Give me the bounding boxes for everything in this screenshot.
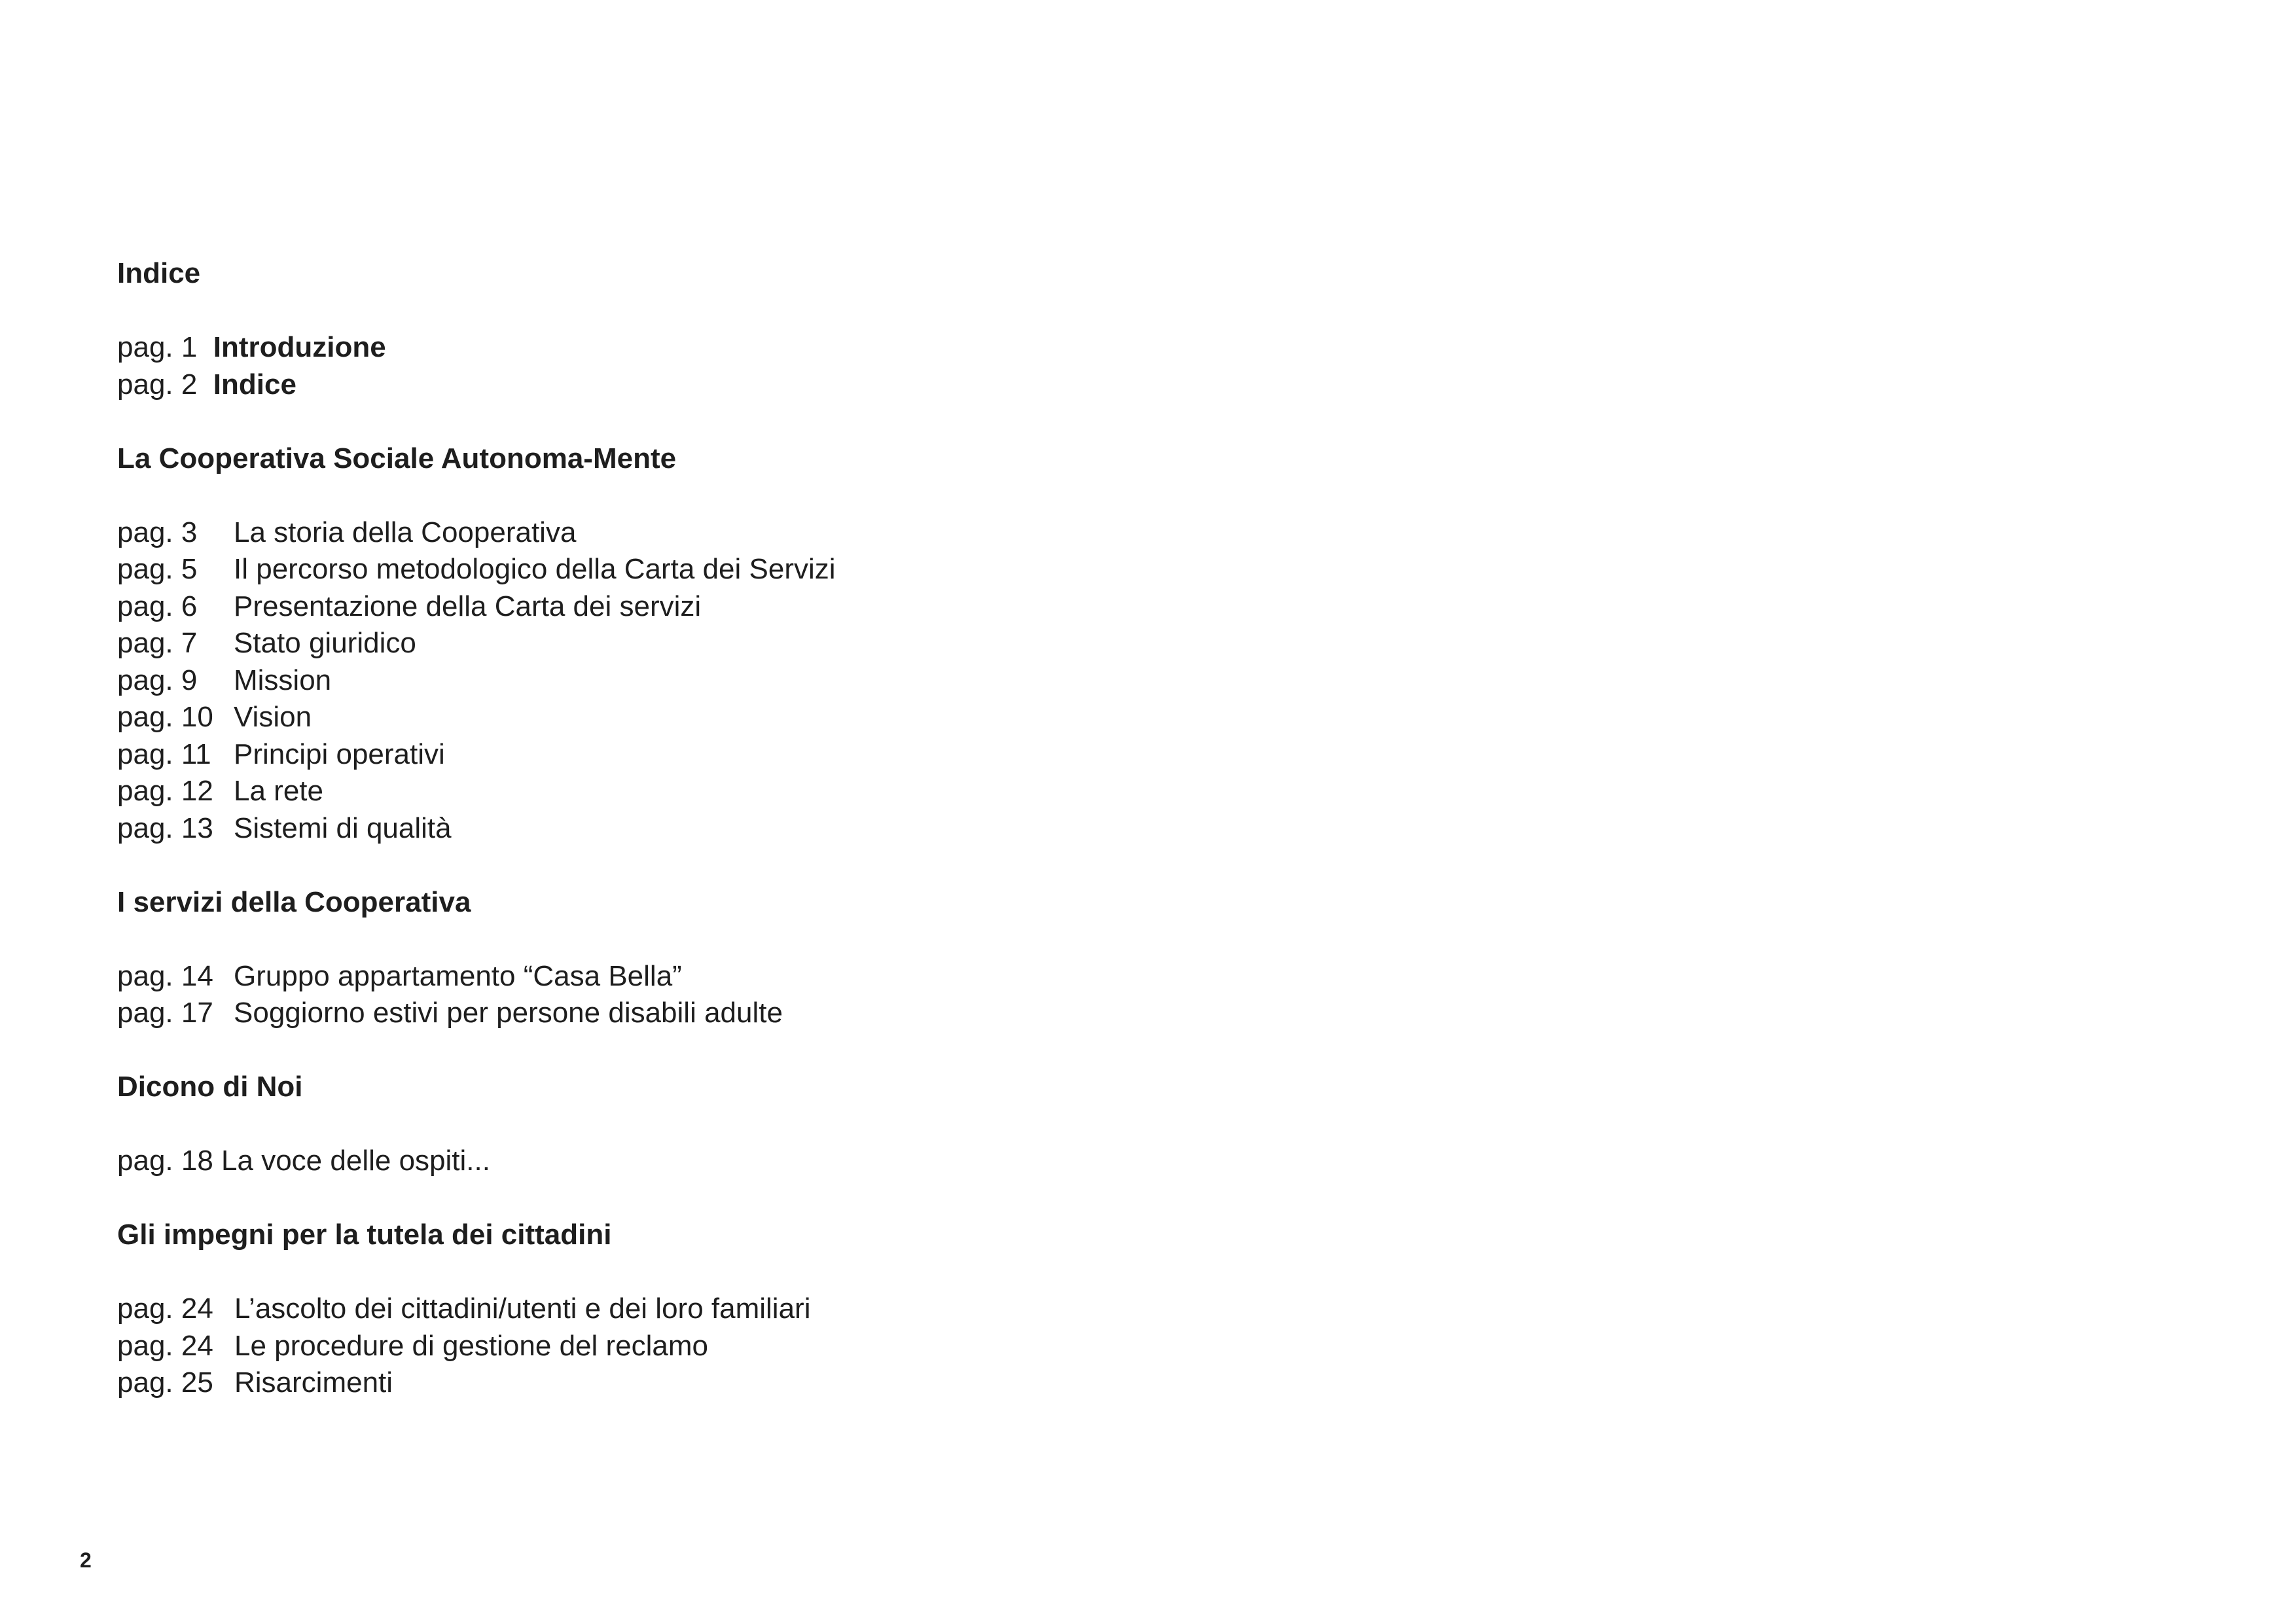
spacer — [117, 847, 1295, 884]
toc-page-ref: pag. 24 — [117, 1329, 213, 1362]
toc-entry-label: Sistemi di qualità — [234, 812, 452, 844]
toc-entry-label: Stato giuridico — [234, 627, 416, 659]
page-title: Indice — [117, 257, 201, 289]
toc-page-ref: pag. 18 — [117, 1145, 213, 1177]
toc-page-ref: pag. 10 — [117, 701, 213, 733]
spacer — [117, 1106, 1295, 1143]
toc-entry — [117, 625, 1295, 662]
toc-entry — [117, 810, 1295, 847]
toc-entry — [117, 551, 1295, 588]
toc-page-ref: pag. 24 — [117, 1293, 213, 1325]
spacer — [117, 921, 1295, 958]
toc-page-ref: pag. 6 — [117, 590, 198, 622]
spacer — [117, 477, 1295, 514]
toc-entry — [117, 995, 1295, 1032]
toc-page-ref: pag. 12 — [117, 775, 213, 807]
toc-entry-label: Il percorso metodologico della Carta dei Servizi — [234, 553, 836, 585]
spacer — [117, 1032, 1295, 1069]
toc-entry — [117, 588, 1295, 626]
toc-entry — [117, 662, 1295, 700]
toc-entry-label: Principi operativi — [234, 738, 445, 770]
toc-entry-label: La voce delle ospiti... — [221, 1145, 490, 1177]
toc-entry-label: La rete — [234, 775, 323, 807]
toc-entry-label: Presentazione della Carta dei servizi — [234, 590, 702, 622]
toc-entry-label: Gruppo appartamento “Casa Bella” — [234, 959, 682, 992]
toc-entry — [117, 1143, 1295, 1180]
toc-entry — [117, 958, 1295, 995]
toc-entry-label: L’ascolto dei cittadini/utenti e dei loro familiari — [234, 1293, 811, 1325]
toc-page-ref: pag. 9 — [117, 664, 198, 696]
toc-page-ref: pag. 1 — [117, 331, 198, 363]
toc-page-ref: pag. 5 — [117, 553, 198, 585]
spacer — [117, 1180, 1295, 1217]
section-heading: Gli impegni per la tutela dei cittadini — [117, 1219, 612, 1251]
spacer — [117, 293, 1295, 330]
toc-entry-label: Vision — [234, 701, 312, 733]
toc-page-ref: pag. 25 — [117, 1366, 213, 1399]
toc-entry — [117, 1291, 1295, 1328]
toc-entry-label: Le procedure di gestione del reclamo — [234, 1329, 709, 1362]
section-heading: La Cooperativa Sociale Autonoma-Mente — [117, 442, 677, 474]
toc-entry — [117, 366, 1295, 404]
toc-entry — [117, 773, 1295, 810]
table-of-contents — [117, 255, 1295, 1402]
toc-page-ref: pag. 3 — [117, 516, 198, 548]
toc-entry-label: Risarcimenti — [234, 1366, 393, 1399]
toc-entry-label: Introduzione — [213, 331, 386, 363]
spacer — [117, 403, 1295, 440]
toc-entry-label: Soggiorno estivi per persone disabili adulte — [234, 997, 783, 1029]
spacer — [117, 1254, 1295, 1291]
page-number: 2 — [80, 1548, 92, 1572]
toc-entry — [117, 1328, 1295, 1365]
section-heading: Dicono di Noi — [117, 1071, 303, 1103]
toc-page-ref: pag. 11 — [117, 738, 211, 770]
toc-page-ref: pag. 7 — [117, 627, 198, 659]
toc-entry — [117, 1364, 1295, 1402]
toc-entry — [117, 699, 1295, 736]
toc-entry — [117, 329, 1295, 366]
toc-page-ref: pag. 2 — [117, 368, 198, 401]
toc-page-ref: pag. 17 — [117, 997, 213, 1029]
toc-entry-label: Mission — [234, 664, 332, 696]
toc-entry — [117, 514, 1295, 552]
section-heading: I servizi della Cooperativa — [117, 885, 471, 918]
toc-entry — [117, 736, 1295, 774]
toc-page-ref: pag. 14 — [117, 959, 213, 992]
toc-page-ref: pag. 13 — [117, 812, 213, 844]
toc-entry-label: Indice — [213, 368, 296, 401]
toc-entry-label: La storia della Cooperativa — [234, 516, 577, 548]
